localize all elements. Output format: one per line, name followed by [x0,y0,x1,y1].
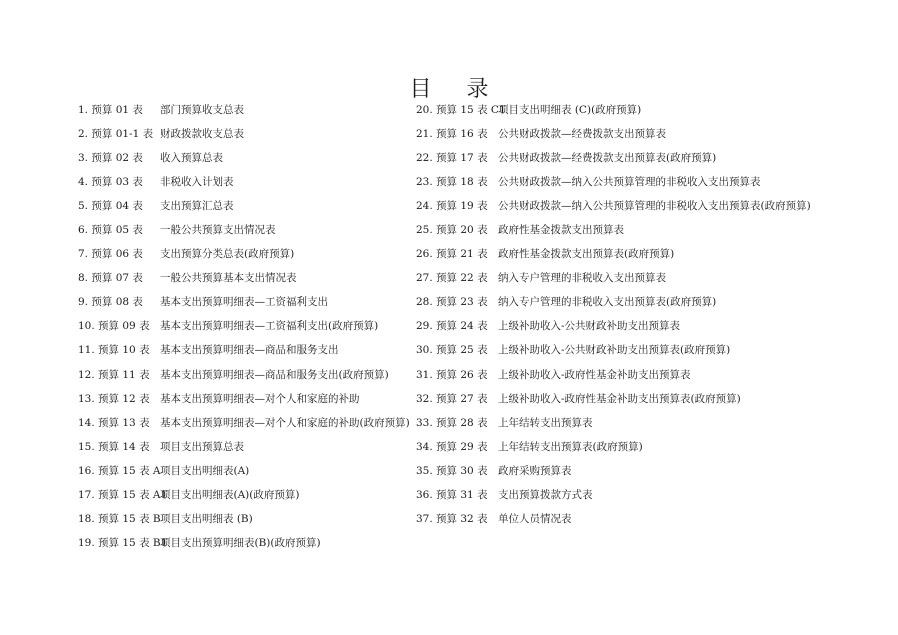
toc-entry-title: 公共财政拨款—经费拨款支出预算表(政府预算) [498,152,717,165]
toc-entry[interactable] [78,124,418,148]
toc-entry-code: 20. 预算 15 表 C1 [416,104,506,116]
toc-entry[interactable] [78,413,418,437]
toc-entry-code: 2. 预算 01-1 表 [78,128,154,141]
toc-entry[interactable] [78,437,418,461]
toc-entry[interactable] [78,340,418,364]
toc-entry[interactable] [78,268,418,292]
toc-entry-title: 收入预算总表 [160,152,223,165]
toc-entry[interactable] [416,148,856,172]
toc-entry-title: 公共财政拨款—纳入公共预算管理的非税收入支出预算表 [498,176,761,189]
toc-entry-title: 基本支出预算明细表—对个人和家庭的补助(政府预算) [160,416,410,429]
toc-entry-code: 36. 预算 31 表 [416,488,488,501]
toc-entry[interactable] [416,340,856,364]
toc-entry-code: 34. 预算 29 表 [416,440,488,453]
toc-entry[interactable] [78,389,418,413]
toc-entry-code: 24. 预算 19 表 [416,200,488,213]
toc-entry-title: 纳入专户管理的非税收入支出预算表 [498,272,666,285]
toc-entry-title: 单位人员情况表 [498,512,572,525]
toc-entry[interactable] [416,413,856,437]
toc-entry[interactable] [416,268,856,292]
toc-entry-code: 29. 预算 24 表 [416,320,488,333]
toc-entry-code: 1. 预算 01 表 [78,104,143,116]
toc-entry-code: 12. 预算 11 表 [78,368,150,381]
toc-entry-title: 上级补助收入-政府性基金补助支出预算表(政府预算) [498,392,741,405]
toc-entry-title: 政府性基金拨款支出预算表(政府预算) [498,248,675,261]
toc-entry[interactable] [416,220,856,244]
toc-entry-title: 项目支出明细表(A)(政府预算) [160,488,300,501]
toc-entry[interactable] [78,485,418,509]
toc-entry-code: 4. 预算 03 表 [78,176,143,189]
toc-entry[interactable] [416,509,856,533]
toc-entry-title: 项目支出预算明细表(B)(政府预算) [160,536,321,549]
toc-entry[interactable] [416,316,856,340]
toc-entry-code: 3. 预算 02 表 [78,152,143,165]
toc-entry-title: 基本支出预算明细表—对个人和家庭的补助 [160,392,360,405]
toc-entry-title: 非税收入计划表 [160,176,234,189]
toc-entry-code: 33. 预算 28 表 [416,416,488,429]
toc-entry-code: 14. 预算 13 表 [78,416,150,429]
toc-entry-title: 基本支出预算明细表—工资福利支出 [160,296,328,309]
toc-entry-title: 支出预算汇总表 [160,200,234,213]
toc-entry[interactable] [416,437,856,461]
toc-entry-code: 13. 预算 12 表 [78,392,150,405]
toc-entry-title: 一般公共预算支出情况表 [160,224,276,237]
toc-entry[interactable] [78,292,418,316]
toc-entry-code: 23. 预算 18 表 [416,176,488,189]
toc-entry[interactable] [78,220,418,244]
toc-entry-code: 18. 预算 15 表 B [78,512,161,525]
toc-entry-code: 7. 预算 06 表 [78,248,143,261]
toc-entry-code: 32. 预算 27 表 [416,392,488,405]
toc-entry-title: 上年结转支出预算表 [498,416,593,429]
toc-entry[interactable] [78,316,418,340]
toc-entry[interactable] [416,292,856,316]
toc-entry-title: 上级补助收入-公共财政补助支出预算表(政府预算) [498,344,731,357]
toc-entry-title: 项目支出明细表 (C)(政府预算) [498,104,642,116]
page-title: 目 录 [409,77,503,102]
toc-entry-title: 财政拨款收支总表 [160,128,244,141]
toc-entry-code: 37. 预算 32 表 [416,512,488,525]
toc-entry-code: 25. 预算 20 表 [416,224,488,237]
toc-entry-title: 上级补助收入-公共财政补助支出预算表 [498,320,681,333]
toc-entry-code: 8. 预算 07 表 [78,272,143,285]
toc-entry-title: 一般公共预算基本支出情况表 [160,272,297,285]
toc-entry-title: 支出预算分类总表(政府预算) [160,248,295,261]
toc-entry-code: 11. 预算 10 表 [78,344,150,357]
toc-entry-code: 15. 预算 14 表 [78,440,150,453]
toc-entry[interactable] [416,244,856,268]
toc-entry[interactable] [78,196,418,220]
toc-entry-code: 26. 预算 21 表 [416,248,488,261]
toc-entry[interactable] [78,533,418,557]
toc-entry-code: 31. 预算 26 表 [416,368,488,381]
toc-entry[interactable] [416,124,856,148]
toc-entry-title: 部门预算收支总表 [160,104,244,116]
toc-entry-code: 6. 预算 05 表 [78,224,143,237]
toc-entry-title: 基本支出预算明细表—商品和服务支出 [160,344,339,357]
toc-entry[interactable] [78,172,418,196]
toc-entry-code: 35. 预算 30 表 [416,464,488,477]
toc-entry-title: 政府性基金拨款支出预算表 [498,224,624,237]
toc-entry[interactable] [416,365,856,389]
toc-entry-title: 上年结转支出预算表(政府预算) [498,440,643,453]
toc-entry[interactable] [78,100,418,124]
toc-entry-code: 17. 预算 15 表 A1 [78,488,168,501]
toc-entry-title: 项目支出明细表 (B) [160,512,253,525]
toc-entry[interactable] [416,100,856,124]
toc-right-column [416,100,856,533]
toc-entry-title: 纳入专户管理的非税收入支出预算表(政府预算) [498,296,717,309]
toc-entry-code: 28. 预算 23 表 [416,296,488,309]
toc-entry-title: 基本支出预算明细表—商品和服务支出(政府预算) [160,368,389,381]
toc-entry-code: 16. 预算 15 表 A [78,464,161,477]
toc-entry-title: 项目支出明细表(A) [160,464,250,477]
toc-entry-code: 21. 预算 16 表 [416,128,488,141]
toc-entry-code: 19. 预算 15 表 B1 [78,536,168,549]
toc-entry-title: 上级补助收入-政府性基金补助支出预算表 [498,368,691,381]
toc-entry[interactable] [416,461,856,485]
toc-entry-code: 5. 预算 04 表 [78,200,143,213]
toc-entry-title: 政府采购预算表 [498,464,572,477]
toc-entry[interactable] [416,485,856,509]
toc-entry[interactable] [78,244,418,268]
toc-entry-title: 项目支出预算总表 [160,440,244,453]
toc-entry-title: 支出预算拨款方式表 [498,488,593,501]
toc-entry[interactable] [78,509,418,533]
toc-entry-title: 公共财政拨款—经费拨款支出预算表 [498,128,666,141]
toc-entry[interactable] [416,389,856,413]
toc-entry-code: 9. 预算 08 表 [78,296,143,309]
toc-entry[interactable] [416,196,856,220]
toc-entry-title: 基本支出预算明细表—工资福利支出(政府预算) [160,320,379,333]
toc-entry[interactable] [78,148,418,172]
toc-entry[interactable] [416,172,856,196]
toc-entry-code: 10. 预算 09 表 [78,320,150,333]
toc-left-column [78,100,418,557]
toc-entry-code: 27. 预算 22 表 [416,272,488,285]
toc-entry[interactable] [78,365,418,389]
toc-entry-code: 30. 预算 25 表 [416,344,488,357]
toc-entry-title: 公共财政拨款—纳入公共预算管理的非税收入支出预算表(政府预算) [498,200,811,213]
toc-entry[interactable] [78,461,418,485]
toc-entry-code: 22. 预算 17 表 [416,152,488,165]
